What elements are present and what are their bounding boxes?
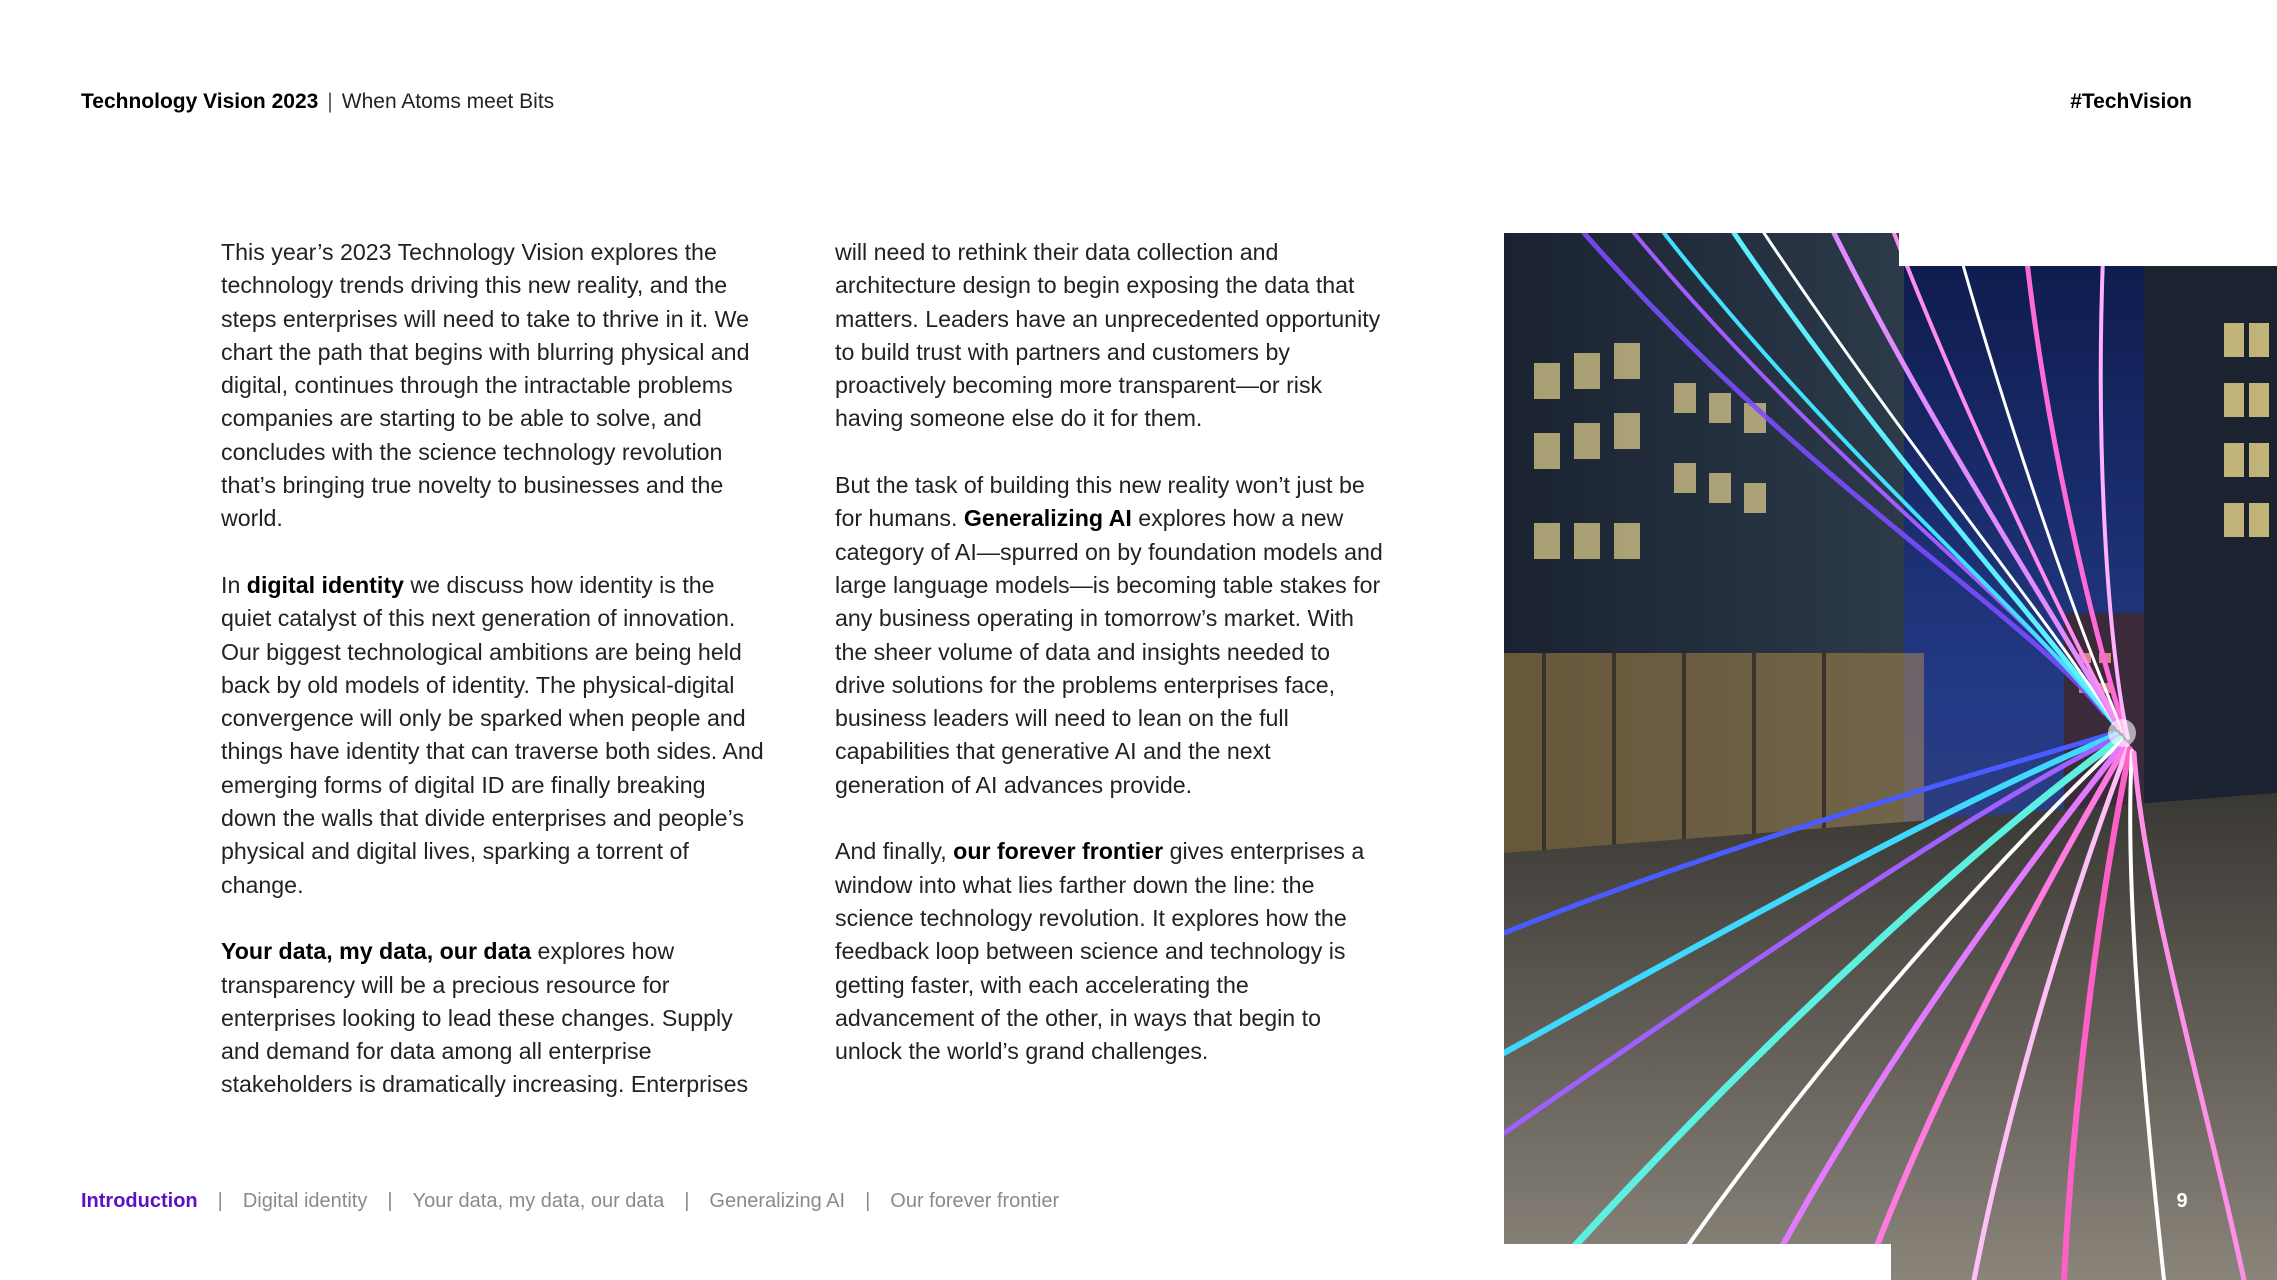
nav-separator: | — [387, 1190, 393, 1212]
hashtag: #TechVision — [2070, 90, 2192, 113]
paragraph-text: In — [221, 571, 247, 598]
nav-separator: | — [865, 1190, 871, 1212]
text-column-left — [221, 236, 766, 1135]
paragraph-text: This year’s 2023 Technology Vision explores the technology trends driving this new reality, and the steps enterprises will need to take to thrive in it. We chart the path that begins with blurring physical and digital, continues through the intractable problems companies are starting to be able to solve, and concludes with the science technology revolution that’s bringing true novelty to businesses and the world. — [221, 239, 750, 532]
hero-photo — [1504, 233, 2277, 1280]
section-link-your-data: Your data, my data, our data — [221, 938, 532, 965]
header-separator: | — [327, 90, 333, 113]
nav-link-your-data[interactable]: Your data, my data, our data — [412, 1190, 665, 1212]
document-header — [81, 89, 554, 115]
section-link-forever-frontier: our forever frontier — [953, 838, 1164, 865]
text-column-right — [835, 236, 1385, 1102]
paragraph-text: we discuss how identity is the quiet catalyst of this next generation of innovation. Our biggest technological ambitions are being held back by old models of identity. The physical-digital convergence will only be sparked when people and things have identity that can traverse both sides. And emerging forms of digital ID are finally breaking down the walls that divide enterprises and people’s physical and digital lives, sparking a torrent of change. — [221, 571, 764, 898]
nav-separator: | — [684, 1190, 690, 1212]
nav-link-digital-identity[interactable]: Digital identity — [242, 1190, 368, 1212]
nav-link-generalizing-ai[interactable]: Generalizing AI — [709, 1190, 846, 1212]
paragraph-text: explores how a new category of AI—spurred on by foundation models and large language models—is becoming table stakes for any business operating in tomorrow’s market. With the sheer volume of data and insights needed to drive solutions for the problems enterprises face, business leaders will need to lean on the full capabilities that generative AI and the next generation of AI advances provide. — [835, 505, 1383, 798]
footer-section-nav — [81, 1189, 1059, 1213]
photo-frame-notch — [1899, 233, 2277, 266]
photo-frame-notch — [1504, 1244, 1891, 1280]
paragraph — [835, 469, 1385, 802]
paragraph-text: gives enterprises a window into what lies farther down the line: the science technology revolution. It explores how the feedback loop between science and technology is getting faster, with each accelerating the advancement of the other, in ways that begin to unlock the world’s grand challenges. — [835, 838, 1365, 1065]
nav-link-introduction[interactable]: Introduction — [81, 1190, 198, 1212]
paragraph — [221, 236, 766, 536]
page-number: 9 — [2176, 1190, 2188, 1212]
paragraph-text: will need to rethink their data collection and architecture design to begin exposing the data that matters. Leaders have an unprecedented opportunity to build trust with partners and customers by proactively becoming more transparent—or risk having someone else do it for them. — [835, 239, 1381, 432]
document-title: Technology Vision 2023 — [81, 90, 319, 113]
paragraph-text: explores how transparency will be a precious resource for enterprises looking to lead these changes. Supply and demand for data among all enterprise stakeholders is dramatically increasing. Enterprises — [221, 938, 749, 1098]
nav-link-forever-frontier[interactable]: Our forever frontier — [890, 1190, 1060, 1212]
paragraph — [221, 935, 766, 1101]
document-subtitle: When Atoms meet Bits — [341, 90, 555, 113]
section-link-generalizing-ai: Generalizing AI — [963, 505, 1132, 532]
paragraph-text: But the task of building this new reality won’t just be for humans. — [835, 472, 1365, 532]
paragraph-text: And finally, — [835, 838, 954, 865]
light-trails-illustration — [1504, 233, 2277, 1280]
section-link-digital-identity: digital identity — [246, 571, 404, 598]
paragraph — [835, 236, 1385, 436]
nav-separator: | — [217, 1190, 223, 1212]
paragraph — [221, 569, 766, 902]
paragraph — [835, 835, 1385, 1068]
